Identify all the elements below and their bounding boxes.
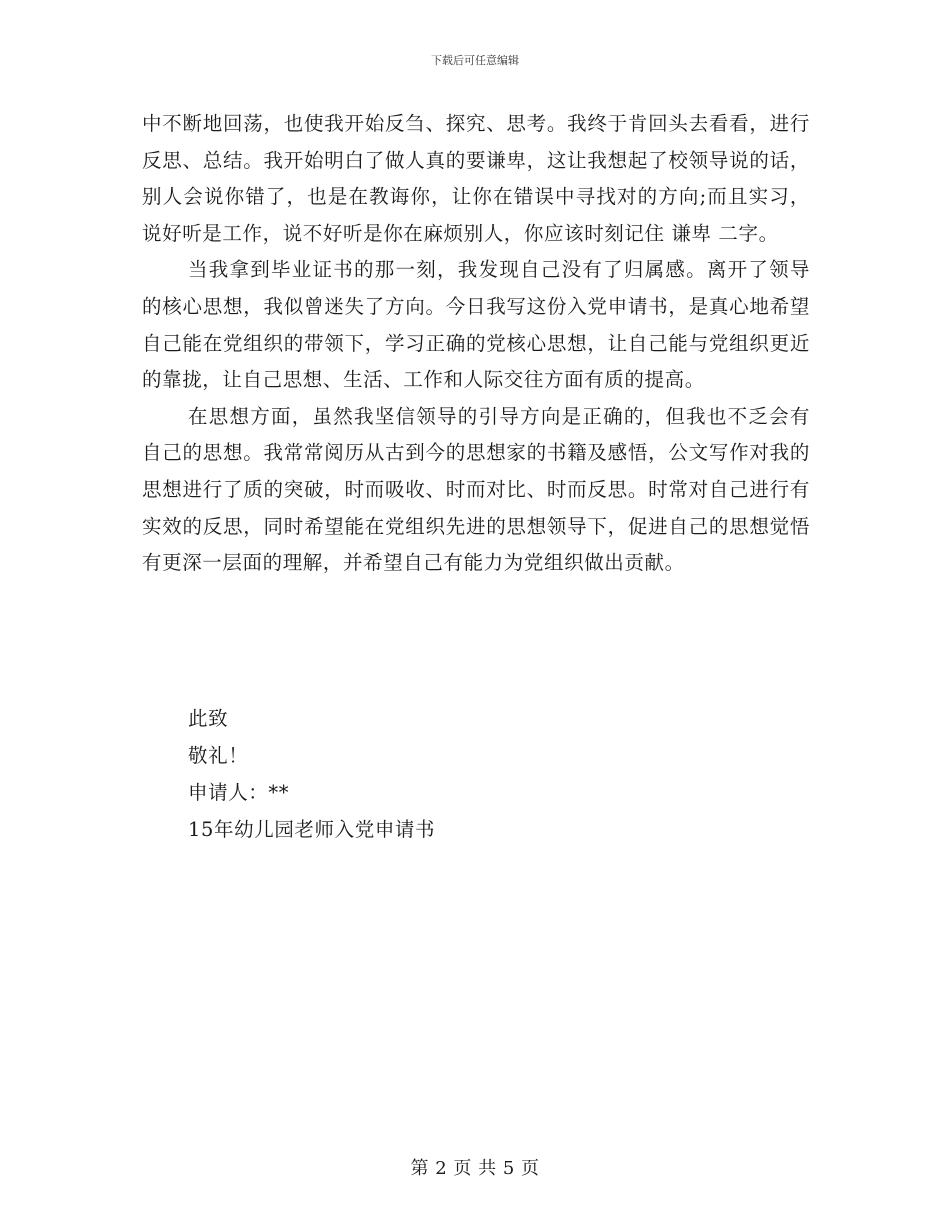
body-paragraph: 在思想方面，虽然我坚信领导的引导方向是正确的，但我也不乏会有自己的思想。我常常阅历从古到今的思想家的书籍及感悟，公文写作对我的思想进行了质的突破，时而吸收、时而对比、时而反思。时常对自己进行有实效的反思，同时希望能在党组织先进的思想领导下，促进自己的思想觉悟有更深一层面的理解，并希望自己有能力为党组织做出贡献。 (142, 404, 810, 575)
page-number-label: 第 2 页 共 5 页 (410, 1158, 540, 1179)
body-paragraph: 中不断地回荡，也使我开始反刍、探究、思考。我终于肯回头去看看，进行反思、总结。我开始明白了做人真的要谦卑，这让我想起了校领导说的话， 别人会说你错了，也是在教诲你，让你在错误中寻找对的方向;而且实习，说好听是工作，说不好听是你在麻烦别人，你应该时刻记住 谦卑 二字。 (142, 112, 810, 245)
document-body (142, 106, 810, 582)
closing-block (188, 700, 435, 848)
body-paragraph: 当我拿到毕业证书的那一刻，我发现自己没有了归属感。离开了领导的核心思想，我似曾迷失了方向。今日我写这份入党申请书，是真心地希望自己能在党组织的带领下，学习正确的党核心思想，让自己能与党组织更近的靠拢，让自己思想、生活、工作和人际交往方面有质的提高。 (142, 258, 810, 392)
page-number-footer (0, 1154, 950, 1180)
page-header-note: 下载后可任意编辑 (431, 54, 519, 67)
salutation: 此致 (188, 707, 229, 730)
applicant-signature: 申请人：** (188, 781, 290, 804)
next-document-title: 15年幼儿园老师入党申请书 (188, 818, 436, 841)
regards: 敬礼！ (188, 744, 249, 767)
